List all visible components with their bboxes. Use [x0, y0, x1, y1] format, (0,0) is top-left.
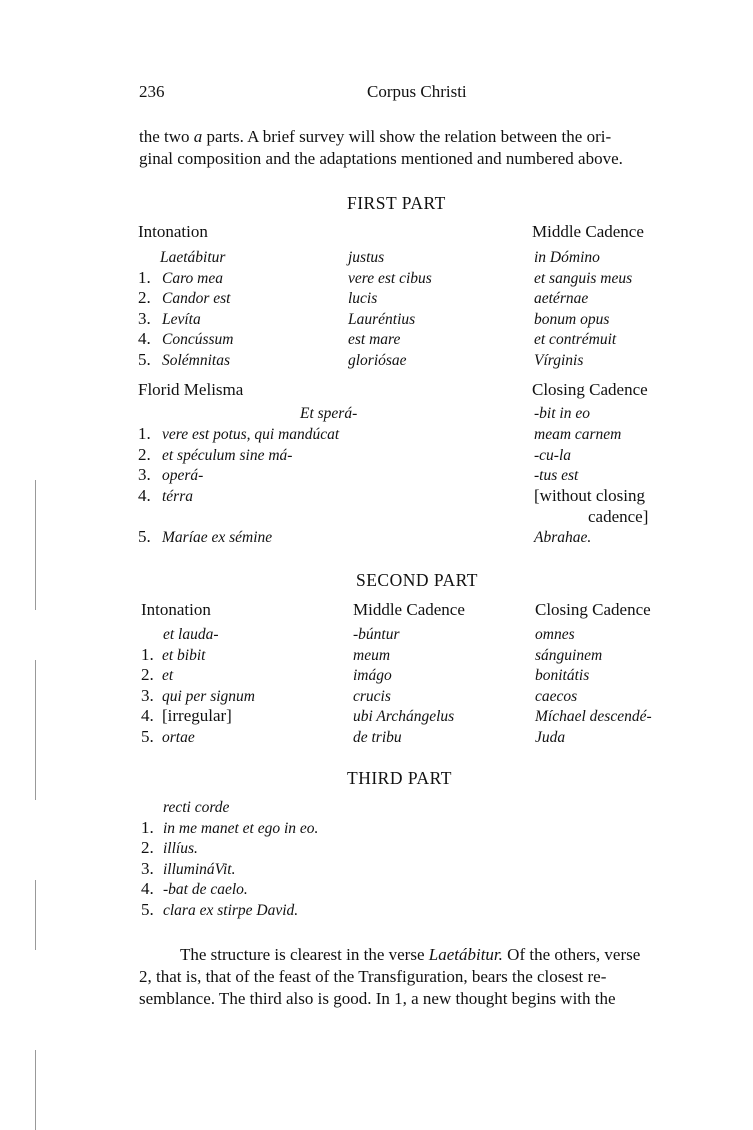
- melisma-text: vere est potus, qui mandúcat: [162, 426, 340, 443]
- intro-line-2: ginal composition and the adaptations mentioned and numbered above.: [139, 149, 623, 168]
- cadence-text: et contrémuit: [534, 331, 617, 348]
- closing-text: caecos: [535, 687, 578, 705]
- row-number: 5.: [141, 726, 154, 746]
- cadence-text: in Dómino: [534, 249, 600, 266]
- middle-text: Lauréntius: [348, 310, 416, 328]
- scan-line: [35, 1050, 36, 1130]
- closing-text: [without closing: [534, 486, 645, 505]
- melisma-text: Maríae ex sémine: [162, 529, 273, 546]
- middle-text: imágo: [353, 667, 392, 684]
- closing-text: Juda: [535, 728, 566, 746]
- middle-text: vere est cibus: [348, 269, 432, 287]
- row-number: 5.: [141, 899, 154, 919]
- row-number: 5.: [138, 527, 151, 546]
- intonation-text: Caro mea: [162, 269, 223, 287]
- row-number: 4.: [138, 486, 151, 505]
- third-part-text: illumináVit.: [163, 860, 236, 878]
- closing-cadence-heading: Closing Cadence: [532, 380, 648, 399]
- row-number: 4.: [141, 879, 154, 898]
- closing-text: Abrahae.: [534, 529, 592, 546]
- middle-text: gloriósae: [348, 351, 407, 369]
- row-number: 2.: [141, 838, 154, 857]
- intonation-text: [irregular]: [162, 706, 232, 725]
- row-number: 3.: [141, 685, 154, 705]
- row-number: 1.: [138, 267, 151, 287]
- middle-text: de tribu: [353, 728, 402, 746]
- middle-text: justus: [348, 249, 385, 266]
- closing-text: bonitátis: [535, 667, 590, 684]
- intonation-text: qui per signum: [162, 687, 255, 705]
- sp-closing-heading: Closing Cadence: [535, 600, 651, 619]
- page-number: 236: [139, 82, 165, 101]
- melisma-lead: Et sperá-: [300, 405, 358, 422]
- row-number: 2.: [138, 288, 151, 307]
- row-number: 3.: [141, 858, 154, 878]
- third-part-text: in me manet et ego in eo.: [163, 819, 319, 837]
- scan-line: [35, 480, 36, 610]
- third-part-text: recti corde: [163, 799, 230, 816]
- middle-text: est mare: [348, 331, 401, 348]
- closing-text: cadence]: [588, 507, 649, 526]
- running-title: Corpus Christi: [367, 82, 467, 101]
- cadence-text: aetérnae: [534, 290, 589, 307]
- third-part-text: illíus.: [163, 840, 198, 857]
- row-number: 4.: [138, 329, 151, 348]
- middle-text: ubi Archángelus: [353, 708, 455, 725]
- melisma-text: térra: [162, 488, 193, 505]
- intro-line-1: the two a parts. A brief survey will show the relation between the ori-: [139, 127, 612, 146]
- third-part-title: THIRD PART: [347, 768, 452, 788]
- row-number: 5.: [138, 349, 151, 369]
- intonation-text: Candor est: [162, 290, 231, 307]
- first-part-title: FIRST PART: [347, 193, 446, 213]
- middle-cadence-heading: Middle Cadence: [532, 222, 644, 241]
- closing-text: sánguinem: [535, 646, 603, 664]
- row-number: 3.: [138, 308, 151, 328]
- closing-text: omnes: [535, 626, 575, 643]
- row-number: 1.: [141, 644, 154, 664]
- row-number: 1.: [141, 817, 154, 837]
- closing-text: Míchael descendé-: [535, 708, 652, 725]
- melisma-text: operá-: [162, 467, 204, 484]
- intonation-text: Levíta: [162, 310, 201, 328]
- intonation-heading: Intonation: [138, 222, 208, 241]
- melisma-text: et spéculum sine má-: [162, 447, 293, 464]
- second-part-title: SECOND PART: [356, 570, 478, 590]
- cadence-text: Vírginis: [534, 351, 584, 369]
- sp-middle-heading: Middle Cadence: [353, 600, 465, 619]
- row-number: 1.: [138, 424, 151, 443]
- closing-para-line-2: 2, that is, that of the feast of the Transfiguration, bears the closest re-: [139, 967, 607, 986]
- row-number: 2.: [138, 445, 151, 464]
- intonation-text: et bibit: [162, 646, 206, 664]
- middle-text: crucis: [353, 687, 391, 705]
- intonation-text: Solémnitas: [162, 351, 231, 369]
- closing-text: meam carnem: [534, 426, 622, 443]
- row-number: 2.: [141, 665, 154, 684]
- cadence-text: bonum opus: [534, 310, 610, 328]
- closing-para-line-3: semblance. The third also is good. In 1, a new thought begins with the: [139, 989, 616, 1008]
- middle-text: meum: [353, 646, 391, 664]
- third-part-text: -bat de caelo.: [163, 881, 248, 898]
- scan-line: [35, 880, 36, 950]
- third-part-text: clara ex stirpe David.: [163, 901, 299, 919]
- intonation-text: Concússum: [162, 331, 234, 348]
- sp-intonation-heading: Intonation: [141, 600, 211, 619]
- melisma-lead-closing: -bit in eo: [534, 405, 590, 422]
- intonation-text: et lauda-: [163, 626, 219, 643]
- closing-text: -tus est: [534, 467, 579, 484]
- row-number: 4.: [141, 706, 154, 725]
- row-number: 3.: [138, 465, 151, 484]
- intonation-text: ortae: [162, 728, 195, 746]
- intonation-text: Laetábitur: [160, 249, 226, 266]
- florid-melisma-heading: Florid Melisma: [138, 380, 244, 399]
- closing-text: -cu-la: [534, 447, 572, 464]
- scan-line: [35, 660, 36, 800]
- middle-text: -búntur: [353, 626, 400, 643]
- intonation-text: et: [162, 667, 174, 684]
- middle-text: lucis: [348, 290, 378, 307]
- closing-para-line-1: The structure is clearest in the verse Laetábitur. Of the others, verse: [180, 945, 641, 964]
- cadence-text: et sanguis meus: [534, 269, 633, 287]
